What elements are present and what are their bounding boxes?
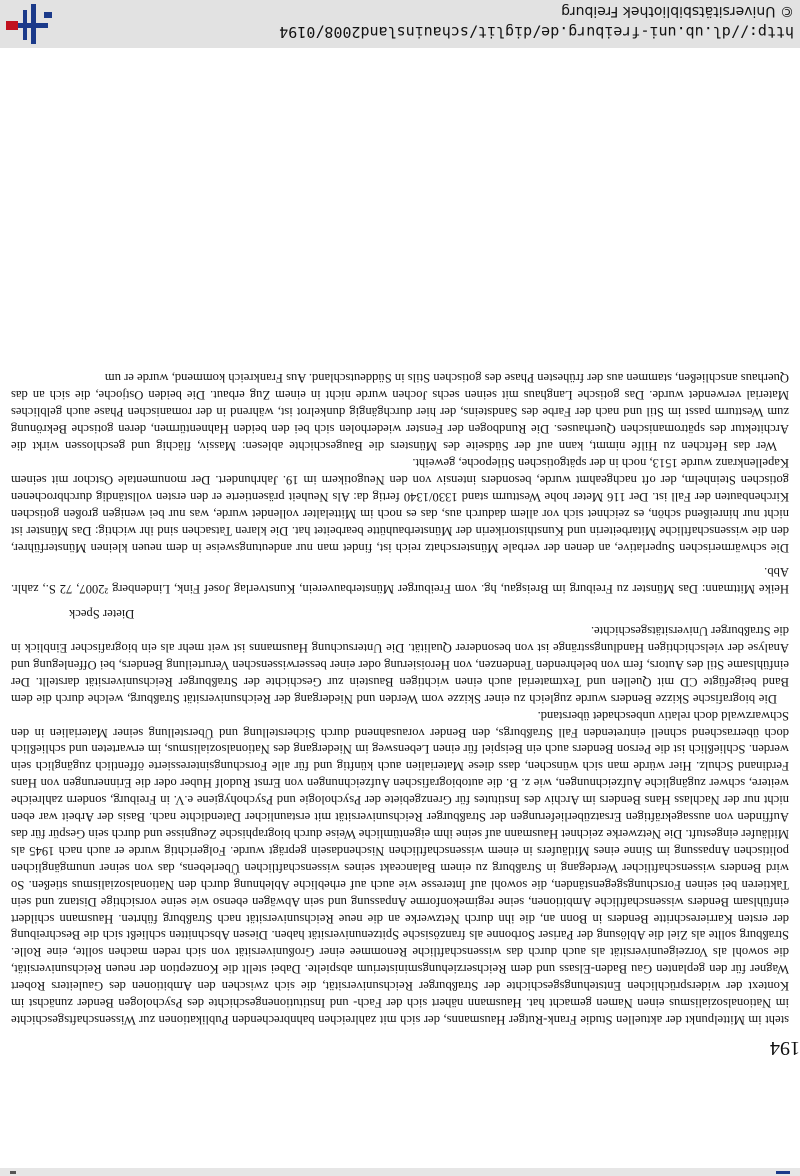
review2-heading: Heike Mittmann: Das Münster zu Freiburg im Breisgau, hg. vom Freiburger Münsterbauverein, Kunstverlag Josef Fink, Lindenberg ²2007, 72 S., zahlr. Abb. xyxy=(11,565,789,597)
author-signature: Dieter Speck xyxy=(69,607,135,622)
strip-mark xyxy=(10,1171,16,1174)
university-library-logo-icon xyxy=(0,0,58,48)
footer-copyright: © Universitätsbibliothek Freiburg xyxy=(561,3,794,19)
article-body xyxy=(11,370,789,1028)
footer-bar xyxy=(0,0,800,48)
header-strip xyxy=(0,1168,800,1176)
strip-mark xyxy=(776,1171,790,1174)
review2-paragraph: Wer das Heftchen zu Hilfe nimmt, kann auf der Südseite des Münsters die Baugeschichte ablesen: Massiv, flächig und geschlossen wirkt die Architektur des spätromanischen Querhauses. Die Rundbogen der Fenster wiederholen sich bei den beiden Hahnentürmen, deren gotische Bekrönung zum Westturm passt im Stil und nach der Farbe des Sandsteins, der hier durchgängig dunkelrot ist, während in der romanischen Phase auch gelbliches Material verwendet wurde. Das gotische Langhaus mit seinen sechs Jochen wurde nicht in einem Zug erbaut. Die beiden Ostjoche, die sich an das Querhaus anschließen, stammen aus der frühesten Phase des gotischen Stils in Süddeutschland. Aus Frankreich kommend, wurde er um xyxy=(11,371,789,454)
review1-paragraph: steht im Mittelpunkt der aktuellen Studie Frank-Rutger Hausmanns, der sich mit zahlreichen bahnbrechenden Publikationen zur Wissenschaftsgeschichte im Nationalsozialismus einen Namen gemacht hat. Hausmann nähert sich der Fach- und Institutionengeschichte des Psychologen Bender zunächst im Kontext der widersprüchlichen Entstehungsgeschichte der Straßburger Reichsuniversität, die sich zwischen den Ambitionen des Gauleiters Robert Wagner für den geplanten Gau Baden-Elsass und dem Reichserziehungsministerium abspielte. Dabei stellt die Konzeption der neuen Reichsuniversität, die sowohl als Vorzeigeuniversität als auch durch das wissenschaftliche Renommee einer Großuniversität von sich reden machen sollte, eine Rolle. Straßburg sollte als Ziel die Ablösung der Pariser Sorbonne als französische Spitzenuniversität haben. Diesen Abschnitten schließt sich die Beschreibung der ersten Karriereschritte Benders in Bonn an, die ihn durch Netzwerke an die neue Reichsuniversität nach Straßburg führten. Hausmann schildert einfühlsam Benders wissenschaftliche Ambitionen, seine regimekonforme Anpassung und sein Abwägen ebenso wie seine vorsichtige Distanz und sein Taktieren bei seinen Forschungsgegenständen, die sowohl auf Interesse wie auch auf erhebliche Ablehnung durch den Nationalsozialismus stießen. So wird Benders wissenschaftlicher Werdegang in Straßburg zu einem Balanceakt seines wissenschaftlichen Überlebens, das von seiner unumgänglichen politischen Anpassung im Sinne eines Mitläufers in einem wissenschaftlichen Nischendasein geprägt wurde. Folgerichtig wurde er auch nach 1945 als Mitläufer eingestuft. Die Netzwerke zeichnet Hausmann auf seine ihm eigentümliche Weise durch biographische Zeugnisse und durch sein Gespür für das Auffinden von aussagekräftigen Ersatzüberlieferungen der Straßburger Reichsuniversität mit erstaunlicher Datendichte nach. Basis der Arbeit war eben nicht nur der Nachlass Hans Benders im Archiv des Institutes für Grenzgebiete der Psychologie und Psychohygiene e.V. in Freiburg, sondern zahlreiche weitere, schwer zugängliche Aufzeichnungen, wie z. B. die autobiografischen Aufzeichnungen von Ernst Rudolf Huber oder die Erinnerungen von Hans Ferdinand Schulz. Hier würde man sich wünschen, dass diese Materialien auch künftig und für alle Forschungsinteressierte öffentlich zugänglich sein werden. Schließlich ist die Person Benders auch ein Beispiel für einen Lebensweg im Niedergang des Nationalsozialismus, im erwarteten und schließlich doch überraschend schnell eintretenden Fall Straßburgs, den Bender vorausahnend durch Sicherstellung und Überstellung seiner Materialien in den Schwarzwald doch relativ unbeschadet überstand. xyxy=(11,708,789,1027)
review2-paragraph: Die schwärmerischen Superlative, an denen der verbale Münsterschatz reich ist, findet man nur andeutungsweise in dem neuen kleinen Münsterführer, den die wissenschaftliche Mitarbeiterin und Kunsthistorikerin der Münsterbauhütte bearbeitet hat. Die klaren Tatsachen sind ihr wichtig: Das Münster ist nicht nur hinreißend schön, es zeichnet sich vor allem dadurch aus, das es noch im Mittelalter vollendet wurde, was nur bei wenigen großen gotischen Kirchenbauten der Fall ist. Der 116 Meter hohe Westturm stand 1330/1340 fertig da: Als Neuheit präsentierte er den ersten vollständig durchbrochenen gotischen Steinhelm, der oft nachgeahmt wurde, besonders intensiv von den Neugotikern im 19. Jahrhundert. Der monumentale Ostchor mit seinem Kapellenkranz wurde 1513, noch in der spätgotischen Stilepoche, geweiht. xyxy=(11,456,789,555)
review1-paragraph: Die biografische Skizze Benders wurde zugleich zu einer Skizze vom Werden und Niedergang der Reichsuniversität Straßburg, welche durch die dem Band beigefügte CD mit Quellen und Textmaterial auch einen wichtigen Baustein zur Geschichte der Straßburger Reichsuniversität darstellt. Der einfühlsame Stil des Autors, fern von belehrenden Tendenzen, von Heroisierung oder einer besserwissenschen Verurteilung Benders, bei Offenlegung und Analyse der vielschichtigen Handlungsstränge ist von besonderer Qualität. Die Untersuchung Hausmanns ist weit mehr als ein biografischer Einblick in die Straßburger Universitätsgeschichte. xyxy=(11,624,789,706)
footer-url[interactable]: http://dl.ub.uni-freiburg.de/diglit/schauinsland2008/0194 xyxy=(279,23,794,41)
page-number: 194 xyxy=(770,1037,800,1059)
